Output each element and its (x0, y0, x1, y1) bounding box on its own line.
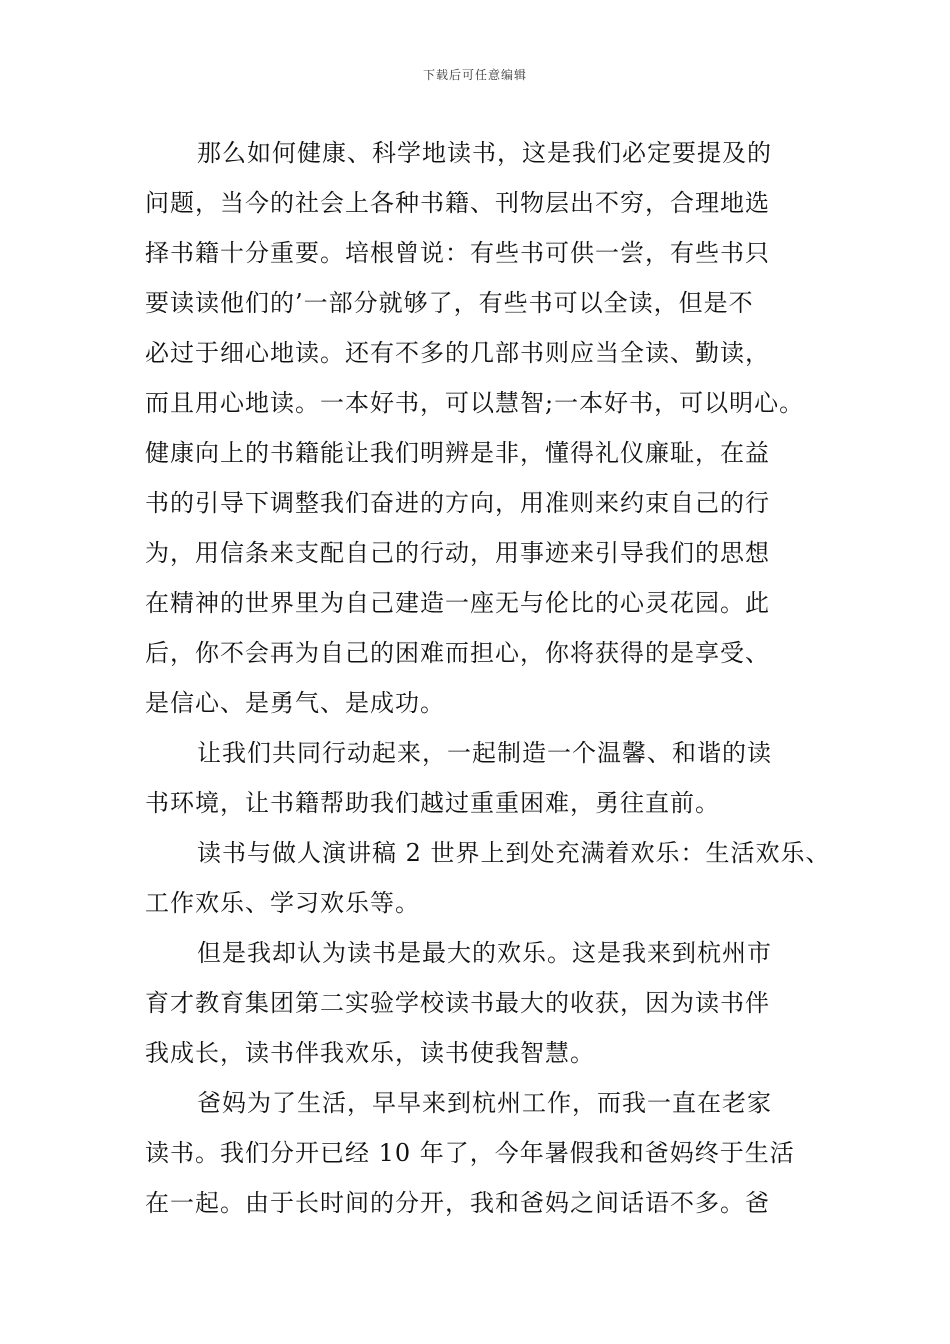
text-line: 我成长，读书伴我欢乐，读书使我智慧。 (145, 1039, 595, 1067)
text-line: 读书与做人演讲稿 2 世界上到处充满着欢乐：生活欢乐、 (197, 839, 831, 867)
text-line: 而且用心地读。一本好书，可以慧智;一本好书，可以明心。 (145, 389, 805, 417)
text-line: 育才教育集团第二实验学校读书最大的收获，因为读书伴 (145, 989, 770, 1017)
text-line: 读书。我们分开已经 10 年了，今年暑假我和爸妈终于生活 (145, 1139, 795, 1167)
document-body (145, 128, 831, 1228)
text-line: 健康向上的书籍能让我们明辨是非，懂得礼仪廉耻，在益 (145, 439, 770, 467)
text-line: 书的引导下调整我们奋进的方向，用准则来约束自己的行 (145, 489, 770, 517)
text-line: 爸妈为了生活，早早来到杭州工作，而我一直在老家 (197, 1089, 772, 1117)
text-line: 书环境，让书籍帮助我们越过重重困难，勇往直前。 (145, 789, 720, 817)
text-line: 在精神的世界里为自己建造一座无与伦比的心灵花园。此 (145, 589, 770, 617)
text-line: 但是我却认为读书是最大的欢乐。这是我来到杭州市 (197, 939, 772, 967)
text-line: 在一起。由于长时间的分开，我和爸妈之间话语不多。爸 (145, 1189, 770, 1217)
text-line: 工作欢乐、学习欢乐等。 (145, 889, 420, 917)
text-line: 后，你不会再为自己的困难而担心，你将获得的是享受、 (145, 639, 770, 667)
text-line: 是信心、是勇气、是成功。 (145, 689, 445, 717)
text-line: 让我们共同行动起来，一起制造一个温馨、和谐的读 (197, 739, 772, 767)
text-line: 问题，当今的社会上各种书籍、刊物层出不穷，合理地选 (145, 189, 770, 217)
text-line: 为，用信条来支配自己的行动，用事迹来引导我们的思想 (145, 539, 770, 567)
page-header: 下载后可任意编辑 (422, 68, 527, 82)
text-line: 那么如何健康、科学地读书，这是我们必定要提及的 (197, 139, 772, 167)
text-line: 必过于细心地读。还有不多的几部书则应当全读、勤读， (145, 339, 770, 367)
text-line: 要读读他们的’一部分就够了，有些书可以全读，但是不 (145, 289, 754, 317)
text-line: 择书籍十分重要。培根曾说：有些书可供一尝，有些书只 (145, 239, 770, 267)
